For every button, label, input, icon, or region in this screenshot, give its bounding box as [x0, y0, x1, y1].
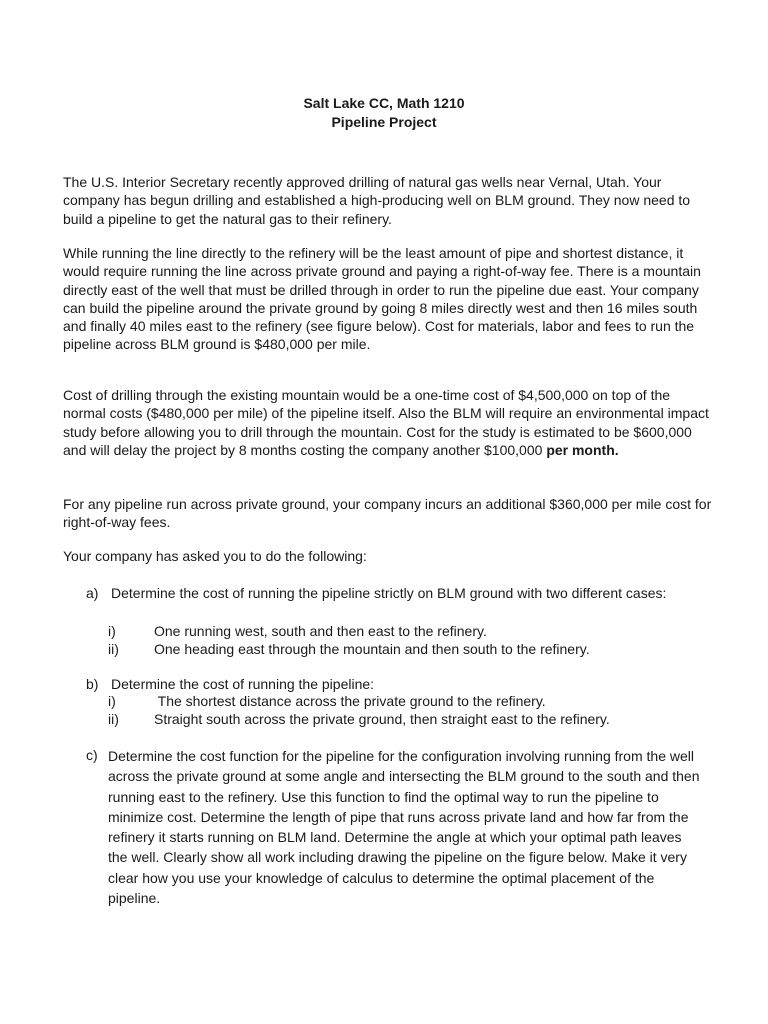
sub-number: i) — [108, 693, 116, 709]
item-c-text: Determine the cost function for the pipeline for the configuration involving running from the well across the private ground at some angle and intersecting the BLM ground to the south and then running east to the refinery. Use this function to find the optimal way to run the pipeline to minimize cost. Determine the length of pipe that runs across private land and how far from the refinery it starts running on BLM land. Determine the angle at which your optimal path leaves the well. Clearly show all work including drawing the pipeline on the figure below. Make it very clear how you use your knowledge of calculus to determine the optimal placement of the pipeline. — [108, 748, 700, 907]
mountain-cost-paragraph — [63, 386, 713, 459]
project-title: Pipeline Project — [331, 114, 437, 130]
tasks-intro-paragraph — [63, 547, 713, 565]
sub-number: ii) — [108, 641, 119, 657]
mountain-cost-text — [63, 386, 713, 459]
item-b-label: b) — [86, 676, 99, 692]
course-title: Salt Lake CC, Math 1210 — [303, 95, 465, 111]
item-b-sub-1 — [108, 692, 668, 710]
item-a-sub-1 — [108, 622, 668, 640]
right-of-way-text: For any pipeline run across private ground, your company incurs an additional $360,000 per mile cost for right-of-way fees. — [63, 496, 712, 531]
mountain-cost-main: Cost of drilling through the existing mountain would be a one-time cost of $4,500,000 on top of the normal costs ($480,000 per mile) of the pipeline itself. Also the BLM will require an environmental impact study before allowing you to drill through the mountain. Cost for the study is estimated to be $600,000 and will delay the project by 8 months costing the company another $100,000 — [63, 387, 709, 458]
tasks-intro-text: Your company has asked you to do the following: — [63, 548, 367, 564]
per-month-emphasis: per month. — [546, 441, 619, 458]
sub-text: One heading east through the mountain and then south to the refinery. — [154, 641, 590, 657]
item-b-sub-2 — [108, 710, 668, 728]
route-text: While running the line directly to the refinery will be the least amount of pipe and shortest distance, it would require running the line across private ground and paying a right-of-way fee. There is a mountain directly east of the well that must be drilled through in order to run the pipeline due east. Your company can build the pipeline around the private ground by going 8 miles directly west and then 16 miles south and finally 40 miles east to the refinery (see figure below). Cost for materials, labor and fees to run the pipeline across BLM ground is $480,000 per mile. — [63, 245, 701, 353]
sub-text: Straight south across the private ground, then straight east to the refinery. — [154, 711, 610, 727]
item-a-text: Determine the cost of running the pipeline strictly on BLM ground with two different cases: — [111, 585, 667, 601]
intro-text: The U.S. Interior Secretary recently approved drilling of natural gas wells near Vernal, Utah. Your company has begun drilling and established a high-producing well on BLM ground. They now need to build a pipeline to get the natural gas to their refinery. — [63, 174, 691, 227]
sub-text: The shortest distance across the private ground to the refinery. — [154, 693, 546, 709]
route-paragraph — [63, 244, 713, 354]
right-of-way-paragraph — [63, 495, 713, 532]
sub-number: i) — [108, 623, 116, 639]
item-a-label: a) — [86, 585, 99, 601]
item-a-sub-2 — [108, 640, 668, 658]
intro-paragraph — [63, 173, 713, 228]
sub-number: ii) — [108, 711, 119, 727]
item-b-text: Determine the cost of running the pipeline: — [111, 676, 375, 692]
item-c-label: c) — [86, 747, 98, 763]
sub-text: One running west, south and then east to the refinery. — [154, 623, 487, 639]
